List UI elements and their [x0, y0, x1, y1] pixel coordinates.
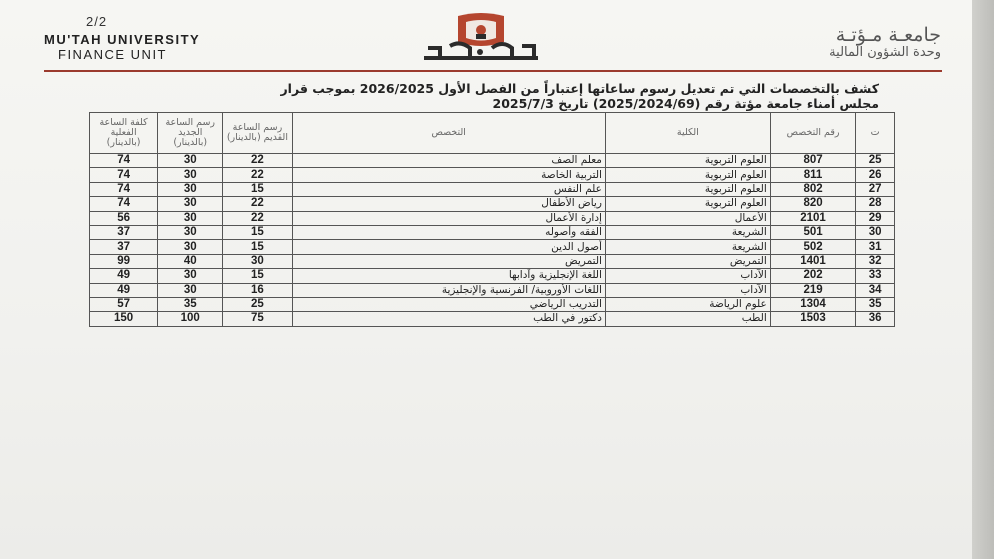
cell-cost: 56: [90, 211, 158, 225]
cell-seq: 26: [856, 168, 895, 182]
cell-cost: 37: [90, 240, 158, 254]
cell-new-fee: 30: [158, 197, 223, 211]
cell-major-no: 807: [770, 154, 855, 168]
cell-major: معلم الصف: [292, 154, 605, 168]
cell-college: الآداب: [605, 269, 770, 283]
cell-major: رياض الأطفال: [292, 197, 605, 211]
cell-cost: 74: [90, 168, 158, 182]
table-row: [90, 211, 895, 225]
table-row: [90, 269, 895, 283]
cell-new-fee: 30: [158, 283, 223, 297]
cell-major: التربية الخاصة: [292, 168, 605, 182]
cell-college: العلوم التربوية: [605, 168, 770, 182]
cell-college: العلوم التربوية: [605, 154, 770, 168]
cell-new-fee: 35: [158, 297, 223, 311]
cell-new-fee: 30: [158, 154, 223, 168]
document-title: [109, 81, 879, 111]
cell-old-fee: 16: [223, 283, 292, 297]
cell-major-no: 219: [770, 283, 855, 297]
cell-seq: 29: [856, 211, 895, 225]
cell-college: الأعمال: [605, 211, 770, 225]
cell-major: الفقه وأصوله: [292, 225, 605, 239]
cell-college: الشريعة: [605, 225, 770, 239]
table-row: [90, 225, 895, 239]
cell-college: العلوم التربوية: [605, 182, 770, 196]
unit-name-ar: وحدة الشؤون المالية: [829, 45, 941, 60]
cell-cost: 74: [90, 154, 158, 168]
cell-major-no: 501: [770, 225, 855, 239]
header-divider: [44, 70, 942, 72]
cell-new-fee: 30: [158, 211, 223, 225]
cell-cost: 49: [90, 269, 158, 283]
fees-table: [89, 112, 895, 327]
unit-name-en: FINANCE UNIT: [58, 47, 167, 62]
cell-major-no: 820: [770, 197, 855, 211]
cell-seq: 28: [856, 197, 895, 211]
cell-old-fee: 15: [223, 225, 292, 239]
cell-seq: 34: [856, 283, 895, 297]
table-row: [90, 154, 895, 168]
header-cost: كلفة الساعة الفعلية (بالدينار): [90, 113, 158, 154]
cell-old-fee: 22: [223, 197, 292, 211]
header-seq: ت: [856, 113, 895, 154]
cell-new-fee: 30: [158, 240, 223, 254]
cell-cost: 49: [90, 283, 158, 297]
cell-major-no: 1401: [770, 254, 855, 268]
header-new-fee: رسم الساعة الجديد (بالدينار): [158, 113, 223, 154]
cell-new-fee: 30: [158, 225, 223, 239]
cell-major-no: 1304: [770, 297, 855, 311]
table-row: [90, 283, 895, 297]
title-line-1: كشف بالتخصصات التي تم تعديل رسوم ساعاتها إعتباراً من الفصل الأول 2026/2025 بموجب قرار: [280, 81, 879, 96]
table-row: [90, 312, 895, 326]
cell-old-fee: 22: [223, 168, 292, 182]
cell-old-fee: 25: [223, 297, 292, 311]
cell-cost: 74: [90, 182, 158, 196]
header-major-no: رقم التخصص: [770, 113, 855, 154]
cell-new-fee: 30: [158, 168, 223, 182]
university-logo-icon: [420, 12, 542, 64]
cell-seq: 33: [856, 269, 895, 283]
table-row: [90, 197, 895, 211]
cell-old-fee: 15: [223, 240, 292, 254]
cell-college: الطب: [605, 312, 770, 326]
cell-major: علم النفس: [292, 182, 605, 196]
cell-major-no: 802: [770, 182, 855, 196]
table-row: [90, 240, 895, 254]
cell-major: اللغات الأوروبية/ الفرنسية والإنجليزية: [292, 283, 605, 297]
page-edge: [972, 0, 994, 559]
university-name-en: MU'TAH UNIVERSITY: [44, 32, 201, 47]
table-row: [90, 297, 895, 311]
cell-major: التمريض: [292, 254, 605, 268]
table-header-row: [90, 113, 895, 154]
cell-major: اللغة الإنجليزية وآدابها: [292, 269, 605, 283]
cell-major-no: 2101: [770, 211, 855, 225]
cell-new-fee: 100: [158, 312, 223, 326]
cell-old-fee: 75: [223, 312, 292, 326]
cell-college: الآداب: [605, 283, 770, 297]
cell-college: التمريض: [605, 254, 770, 268]
cell-old-fee: 15: [223, 182, 292, 196]
cell-major-no: 502: [770, 240, 855, 254]
table-row: [90, 182, 895, 196]
header-college: الكلية: [605, 113, 770, 154]
cell-cost: 37: [90, 225, 158, 239]
cell-old-fee: 22: [223, 211, 292, 225]
cell-cost: 99: [90, 254, 158, 268]
cell-seq: 31: [856, 240, 895, 254]
cell-major: دكتور في الطب: [292, 312, 605, 326]
cell-cost: 57: [90, 297, 158, 311]
cell-new-fee: 30: [158, 182, 223, 196]
cell-college: العلوم التربوية: [605, 197, 770, 211]
cell-major: أصول الدين: [292, 240, 605, 254]
cell-seq: 32: [856, 254, 895, 268]
table-row: [90, 254, 895, 268]
cell-college: علوم الرياضة: [605, 297, 770, 311]
cell-old-fee: 15: [223, 269, 292, 283]
cell-major-no: 1503: [770, 312, 855, 326]
cell-new-fee: 40: [158, 254, 223, 268]
cell-seq: 25: [856, 154, 895, 168]
cell-old-fee: 30: [223, 254, 292, 268]
cell-seq: 35: [856, 297, 895, 311]
cell-major-no: 811: [770, 168, 855, 182]
header-major: التخصص: [292, 113, 605, 154]
page-number: 2/2: [86, 14, 108, 29]
cell-major: التدريب الرياضي: [292, 297, 605, 311]
cell-seq: 36: [856, 312, 895, 326]
table-row: [90, 168, 895, 182]
cell-old-fee: 22: [223, 154, 292, 168]
title-line-2: مجلس أمناء جامعة مؤتة رقم (2025/2024/69) تاريخ 2025/7/3: [492, 96, 879, 111]
university-name-ar: جامعـة مـؤتـة: [835, 24, 941, 46]
cell-seq: 30: [856, 225, 895, 239]
cell-new-fee: 30: [158, 269, 223, 283]
cell-major: إدارة الأعمال: [292, 211, 605, 225]
header-old-fee: رسم الساعة القديم (بالدينار): [223, 113, 292, 154]
cell-seq: 27: [856, 182, 895, 196]
cell-college: الشريعة: [605, 240, 770, 254]
cell-major-no: 202: [770, 269, 855, 283]
cell-cost: 74: [90, 197, 158, 211]
cell-cost: 150: [90, 312, 158, 326]
